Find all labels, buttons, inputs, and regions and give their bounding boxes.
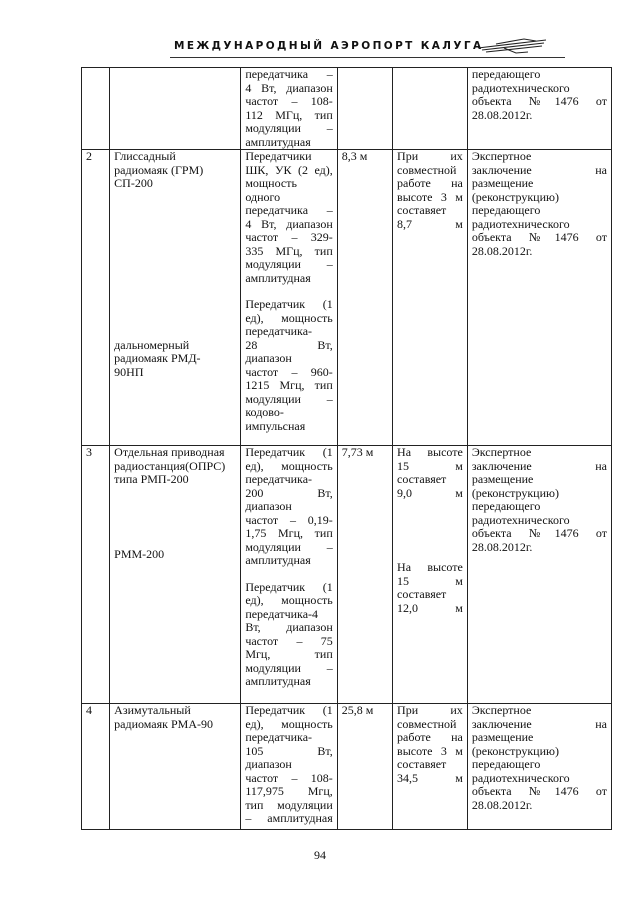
row-number: 2 <box>82 150 110 446</box>
conclusion-line: (реконструкцию) <box>471 485 559 500</box>
table-row <box>82 150 612 446</box>
transmitter-spec <box>241 150 337 446</box>
table-row <box>82 68 612 150</box>
name-line: радиостанция(ОПРС) <box>114 458 226 473</box>
conclusion-line: Экспертное <box>471 445 532 459</box>
conclusion-line: 28.08.2012г. <box>471 539 533 554</box>
equipment-table <box>81 67 612 830</box>
spec <box>245 68 332 149</box>
spec-line: модуляции – <box>245 539 333 554</box>
spec-line: 200 Вт, <box>245 485 333 500</box>
spec-line: – амплитудная <box>245 811 333 825</box>
name-line: Отдельная приводная <box>114 445 225 459</box>
range-line: составяет <box>397 203 447 217</box>
range-line: 9,0 м <box>397 485 463 500</box>
range-line: 15 м <box>397 458 463 473</box>
conclusion-line: объекта №1476 от <box>471 784 607 798</box>
conclusion-line: объекта №1476 от <box>471 526 607 540</box>
equipment-name <box>110 150 241 446</box>
spec-secondary-line: частот – 960- <box>245 364 333 379</box>
equipment-name <box>110 704 241 830</box>
spec-secondary-line: частот – 75 <box>245 633 333 648</box>
spec-line: частот – 108- <box>245 94 333 108</box>
row-number: 3 <box>82 446 110 704</box>
spec-line: 4 Вт, диапазон <box>245 80 333 95</box>
name-line: Азимутальный <box>114 703 191 717</box>
spec-line: амплитудная <box>245 134 311 149</box>
name-secondary <box>114 548 236 562</box>
range-line: составяет <box>397 757 447 771</box>
header-title: МЕЖДУНАРОДНЫЙ АЭРОПОРТ КАЛУГА <box>174 40 484 52</box>
name-secondary-line: радиомаяк РМД- <box>114 351 201 365</box>
spec <box>245 704 332 826</box>
height-value: 7,73 м <box>337 446 392 704</box>
expert-conclusion <box>467 446 611 704</box>
range-line: совместной <box>397 716 457 731</box>
spec-line: 4 Вт, диапазон <box>245 216 333 231</box>
conclusion-line: размещение <box>471 472 534 486</box>
spec-line: 112 МГц, тип <box>245 107 333 122</box>
conclusion-line: заключение на <box>471 162 607 177</box>
spec-line: диапазон <box>245 757 292 771</box>
range-line: совместной <box>397 162 457 177</box>
table-row <box>82 704 612 830</box>
range-secondary-line: На высоте <box>397 560 463 574</box>
range-line: работе на <box>397 730 463 744</box>
name-line: радиомаяк РМА-90 <box>114 716 213 731</box>
range-note <box>393 68 468 150</box>
spec-secondary-line: Вт, диапазон <box>245 620 333 634</box>
row-number <box>82 68 110 150</box>
conclusion-line: передающего <box>471 203 541 217</box>
spec-secondary-line: Передатчик (1 <box>245 579 333 594</box>
range-line: При их <box>397 703 463 717</box>
range-line: работе на <box>397 176 463 190</box>
spec-line: одного <box>245 189 281 204</box>
transmitter-spec <box>241 704 337 830</box>
range-note <box>393 704 468 830</box>
spec-secondary-line: 28 Вт, <box>245 337 333 352</box>
expert-conclusion <box>467 68 611 150</box>
range <box>397 150 463 231</box>
spec-secondary <box>245 581 332 689</box>
name <box>114 150 236 191</box>
spec-secondary-line: амплитудная <box>245 674 311 688</box>
range-secondary-line: 15 м <box>397 573 463 588</box>
spec-secondary <box>245 298 332 433</box>
conclusion-line: радиотехнического <box>471 770 570 785</box>
spec-line: модуляции – <box>245 257 333 271</box>
spec-line: модуляции – <box>245 121 333 135</box>
spec-line: ед), мощность <box>245 458 333 473</box>
spec-line: ШК, УК (2 ед), <box>245 162 333 177</box>
airplane-logo-icon <box>476 36 550 56</box>
range-line: высоте 3 м <box>397 189 463 204</box>
range-note <box>393 446 468 704</box>
name-secondary-line: дальномерный <box>114 337 190 352</box>
conclusion-line: объекта №1476 от <box>471 230 607 244</box>
conclusion-line: передающего <box>471 67 541 81</box>
expert-conclusion <box>467 704 611 830</box>
spec-line: передатчика – <box>245 67 333 81</box>
spec-line: передатчика – <box>245 203 333 217</box>
spec-line: частот – 329- <box>245 230 333 244</box>
conclusion <box>472 446 607 554</box>
spec-line: тип модуляции <box>245 797 333 812</box>
conclusion <box>472 68 607 122</box>
conclusion-line: (реконструкцию) <box>471 743 559 758</box>
transmitter-spec <box>241 68 337 150</box>
range-secondary-line: 12,0 м <box>397 600 463 615</box>
range <box>397 704 463 785</box>
spec-line: частот – 108- <box>245 770 333 785</box>
conclusion-line: Экспертное <box>471 149 532 163</box>
range-line: При их <box>397 149 463 163</box>
name-line: радиомаяк (ГРМ) <box>114 162 204 177</box>
conclusion-line: размещение <box>471 730 534 744</box>
row-number: 4 <box>82 704 110 830</box>
spec-secondary-line: передатчика-4 <box>245 606 319 621</box>
spec-line: диапазон <box>245 499 292 513</box>
conclusion-line: заключение на <box>471 458 607 473</box>
spec-secondary-line: передатчика- <box>245 324 313 338</box>
range-line: На высоте <box>397 445 463 459</box>
spec-secondary-line: Передатчик (1 <box>245 297 333 311</box>
range-line: высоте 3 м <box>397 743 463 758</box>
equipment-name <box>110 68 241 150</box>
spec-secondary-line: модуляции – <box>245 391 333 406</box>
spec-secondary-line: модуляции – <box>245 660 333 675</box>
height-value: 25,8 м <box>337 704 392 830</box>
conclusion-line: 28.08.2012г. <box>471 797 533 812</box>
conclusion <box>472 704 607 812</box>
conclusion-line: заключение на <box>471 716 607 731</box>
table-body <box>82 68 612 830</box>
name-line: Глиссадный <box>114 149 176 163</box>
name-secondary-line: РММ-200 <box>114 546 165 561</box>
range-note <box>393 150 468 446</box>
spec <box>245 446 332 568</box>
spec-secondary-line: ед), мощность <box>245 310 333 325</box>
spec-line: передатчика- <box>245 472 313 486</box>
range-secondary <box>397 561 463 615</box>
conclusion-line: размещение <box>471 176 534 190</box>
range-secondary-line: составяет <box>397 587 447 601</box>
spec-line: Передатчик (1 <box>245 703 333 717</box>
conclusion-line: радиотехнического <box>471 216 570 231</box>
spec-line: 105 Вт, <box>245 743 333 758</box>
expert-conclusion <box>467 150 611 446</box>
name-line: СП-200 <box>114 176 153 190</box>
range-line: составяет <box>397 472 447 486</box>
name-secondary <box>114 339 236 380</box>
spec-line: мощность <box>245 176 297 190</box>
spec-secondary-line: кодово- <box>245 405 284 419</box>
spec-line: амплитудная <box>245 270 311 285</box>
conclusion-line: передающего <box>471 499 541 513</box>
spec-line: амплитудная <box>245 553 311 567</box>
spec-secondary-line: Мгц, тип <box>245 647 333 661</box>
page-number: 94 <box>314 848 326 862</box>
page-header <box>150 36 560 58</box>
name-secondary-line: 90НП <box>114 364 144 379</box>
spec-line: Передатчик (1 <box>245 445 333 459</box>
spec-secondary-line: 1215 Мгц, тип <box>245 378 333 392</box>
spec <box>245 150 332 285</box>
height-value <box>337 68 392 150</box>
spec-secondary-line: диапазон <box>245 351 292 365</box>
spec-line: 117,975 Мгц, <box>245 784 333 798</box>
height-value: 8,3 м <box>337 150 392 446</box>
name-line: типа РМП-200 <box>114 472 189 486</box>
transmitter-spec <box>241 446 337 704</box>
range-line: 8,7 м <box>397 216 463 231</box>
spec-line: ед), мощность <box>245 716 333 731</box>
conclusion-line: Экспертное <box>471 703 532 717</box>
conclusion <box>472 150 607 258</box>
conclusion-line: радиотехнического <box>471 80 570 95</box>
name <box>114 704 236 731</box>
spec-line: передатчика- <box>245 730 313 744</box>
conclusion-line: 28.08.2012г. <box>471 243 533 258</box>
spec-secondary-line: ед), мощность <box>245 593 333 607</box>
equipment-name <box>110 446 241 704</box>
table-row <box>82 446 612 704</box>
spec-secondary-line: импульсная <box>245 418 306 433</box>
range <box>397 446 463 500</box>
conclusion-line: передающего <box>471 757 541 771</box>
conclusion-line: 28.08.2012г. <box>471 107 533 122</box>
name <box>114 446 236 487</box>
range-line: 34,5 м <box>397 770 463 785</box>
spec-line: 335 МГц, тип <box>245 243 333 258</box>
header-rule <box>170 57 565 58</box>
spec-line: частот – 0,19- <box>245 512 333 527</box>
conclusion-line: объекта №1476 от <box>471 94 607 108</box>
conclusion-line: радиотехнического <box>471 512 570 527</box>
conclusion-line: (реконструкцию) <box>471 189 559 204</box>
spec-line: Передатчики <box>245 149 312 163</box>
spec-line: 1,75 Мгц, тип <box>245 526 333 540</box>
